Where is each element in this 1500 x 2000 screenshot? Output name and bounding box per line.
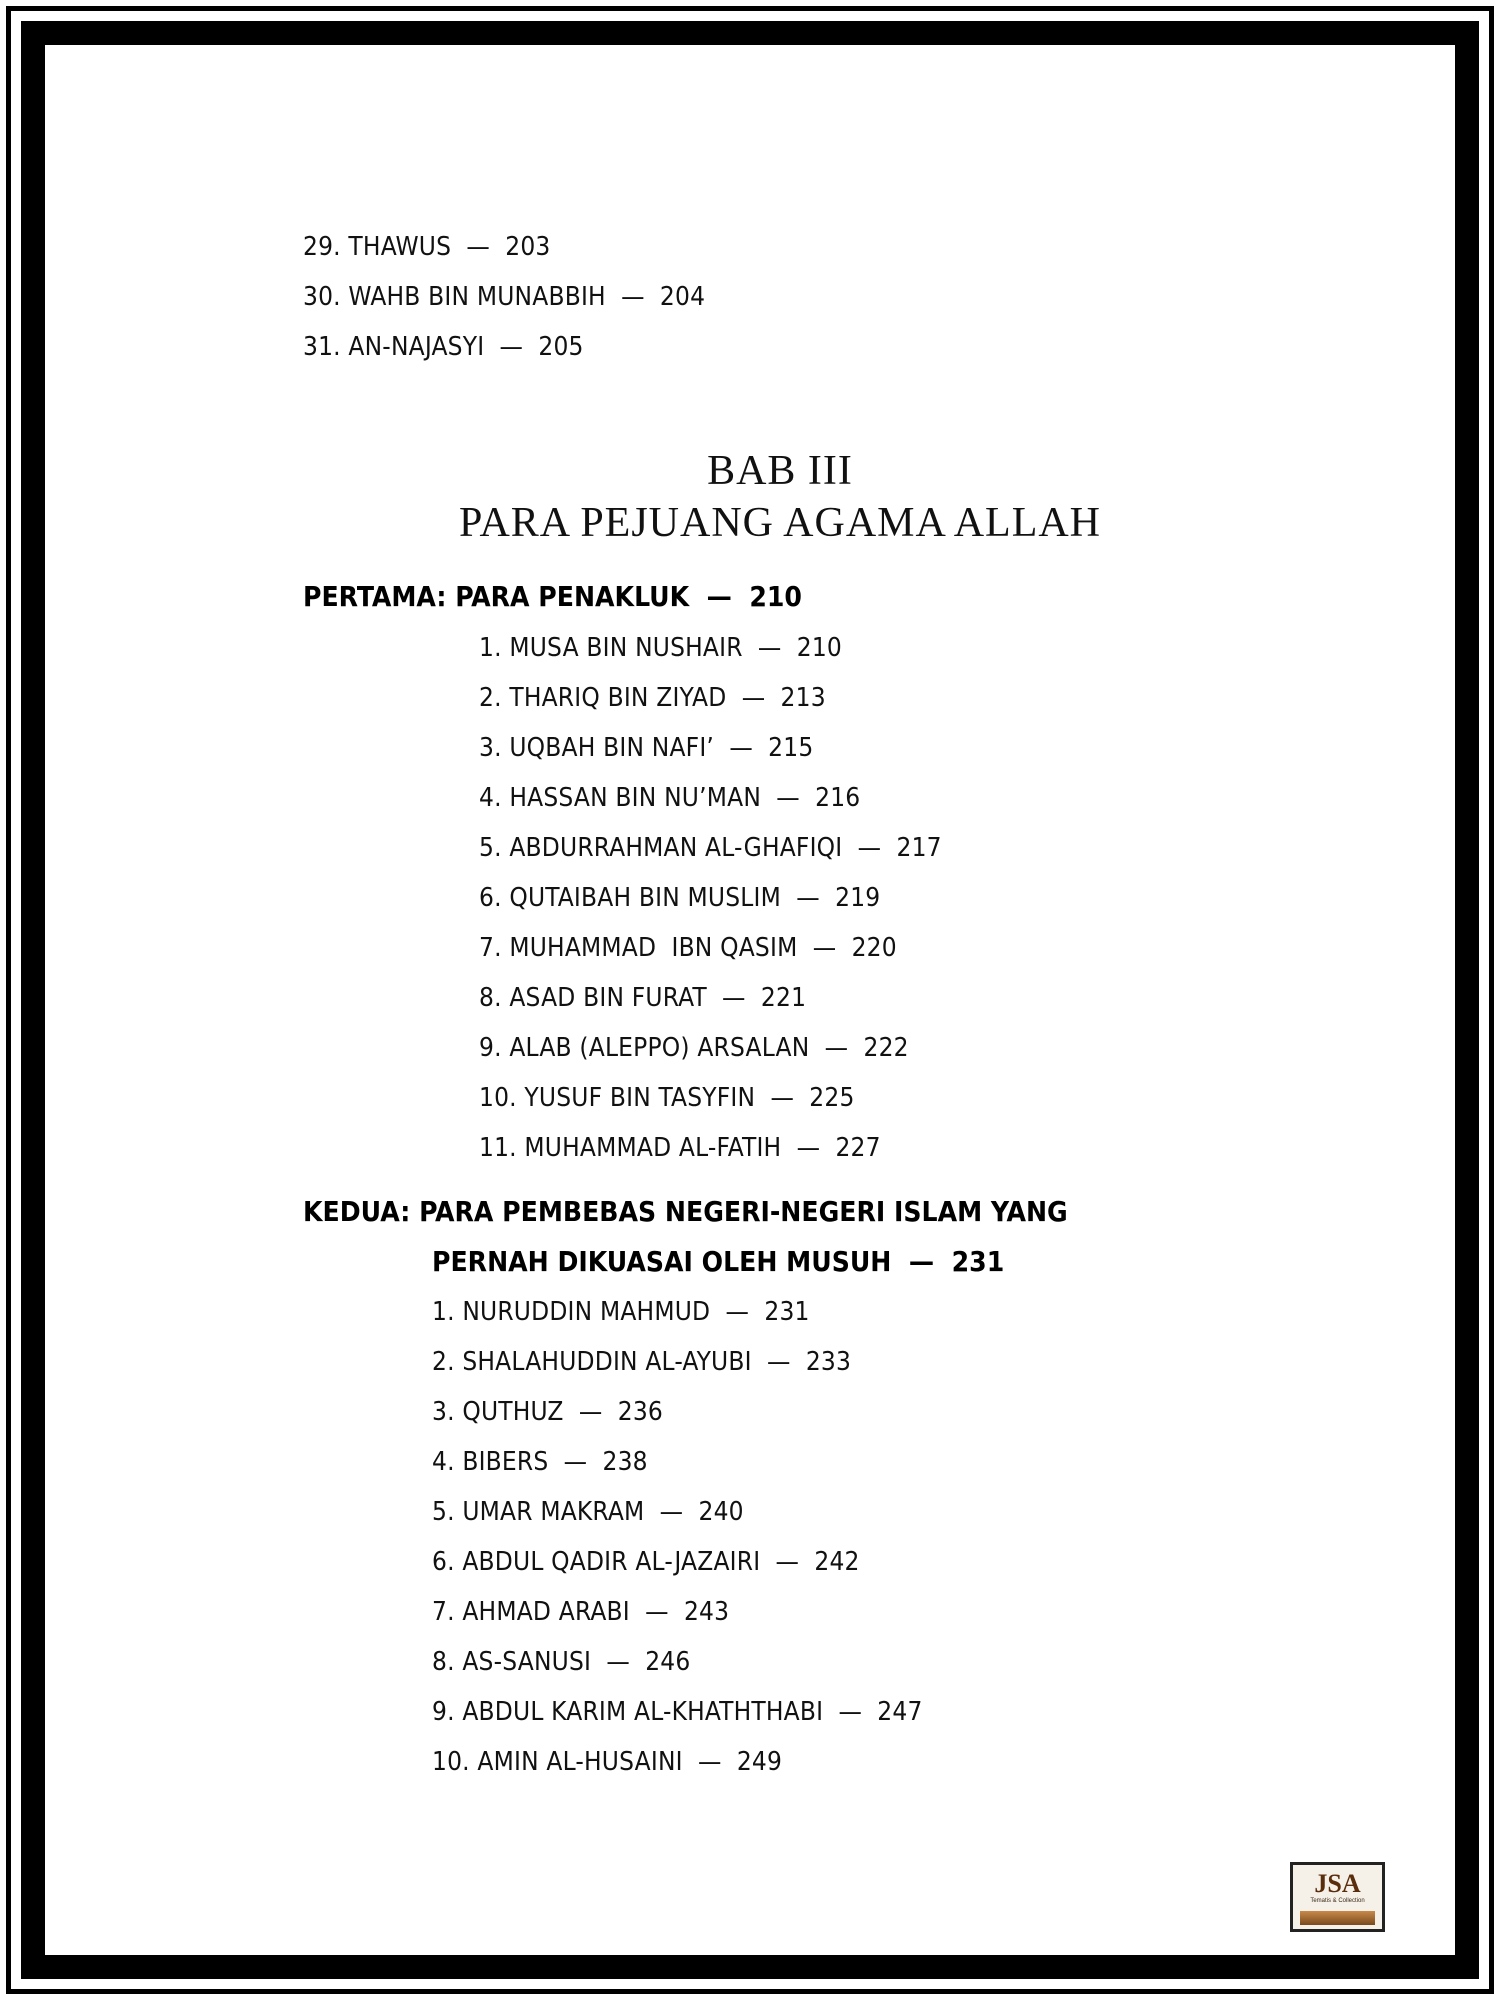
- toc-entry: 1. MUSA BIN NUSHAIR — 210: [479, 633, 843, 663]
- section-heading-kedua-continued: PERNAH DIKUASAI OLEH MUSUH — 231: [432, 1245, 1005, 1278]
- toc-entry: 9. ABDUL KARIM AL-KHATHTHABI — 247: [432, 1697, 923, 1727]
- toc-entry: 8. AS-SANUSI — 246: [432, 1647, 691, 1677]
- toc-entry: 10. YUSUF BIN TASYFIN — 225: [479, 1083, 855, 1113]
- toc-entry: 6. ABDUL QADIR AL-JAZAIRI — 242: [432, 1547, 860, 1577]
- toc-entry: 1. NURUDDIN MAHMUD — 231: [432, 1297, 810, 1327]
- chapter-number: BAB III: [707, 448, 853, 494]
- toc-entry: 7. MUHAMMAD IBN QASIM — 220: [479, 933, 897, 963]
- section-heading-pertama: PERTAMA: PARA PENAKLUK — 210: [303, 580, 802, 613]
- logo-text: JSA: [1314, 1869, 1361, 1898]
- toc-entry: 3. QUTHUZ — 236: [432, 1397, 663, 1427]
- toc-entry: 6. QUTAIBAH BIN MUSLIM — 219: [479, 883, 881, 913]
- toc-entry: 29. THAWUS — 203: [303, 232, 551, 262]
- toc-entry: 5. ABDURRAHMAN AL-GHAFIQI — 217: [479, 833, 942, 863]
- jsa-logo: [1290, 1862, 1385, 1932]
- toc-entry: 5. UMAR MAKRAM — 240: [432, 1497, 744, 1527]
- toc-entry: 11. MUHAMMAD AL-FATIH — 227: [479, 1133, 881, 1163]
- toc-entry: 10. AMIN AL-HUSAINI — 249: [432, 1747, 783, 1777]
- toc-entry: 4. HASSAN BIN NU’MAN — 216: [479, 783, 861, 813]
- toc-entry: 4. BIBERS — 238: [432, 1447, 648, 1477]
- logo-graphic: [1300, 1911, 1375, 1925]
- toc-entry: 31. AN-NAJASYI — 205: [303, 332, 584, 362]
- toc-entry: 30. WAHB BIN MUNABBIH — 204: [303, 282, 706, 312]
- toc-entry: 2. THARIQ BIN ZIYAD — 213: [479, 683, 826, 713]
- logo-subtext: Tematis & Collection: [1310, 1898, 1365, 1904]
- section-heading-kedua: KEDUA: PARA PEMBEBAS NEGERI-NEGERI ISLAM YANG: [303, 1195, 1068, 1228]
- toc-entry: 7. AHMAD ARABI — 243: [432, 1597, 730, 1627]
- toc-entry: 2. SHALAHUDDIN AL-AYUBI — 233: [432, 1347, 852, 1377]
- toc-entry: 3. UQBAH BIN NAFI’ — 215: [479, 733, 814, 763]
- toc-entry: 8. ASAD BIN FURAT — 221: [479, 983, 807, 1013]
- toc-entry: 9. ALAB (ALEPPO) ARSALAN — 222: [479, 1033, 909, 1063]
- chapter-title: PARA PEJUANG AGAMA ALLAH: [458, 500, 1102, 546]
